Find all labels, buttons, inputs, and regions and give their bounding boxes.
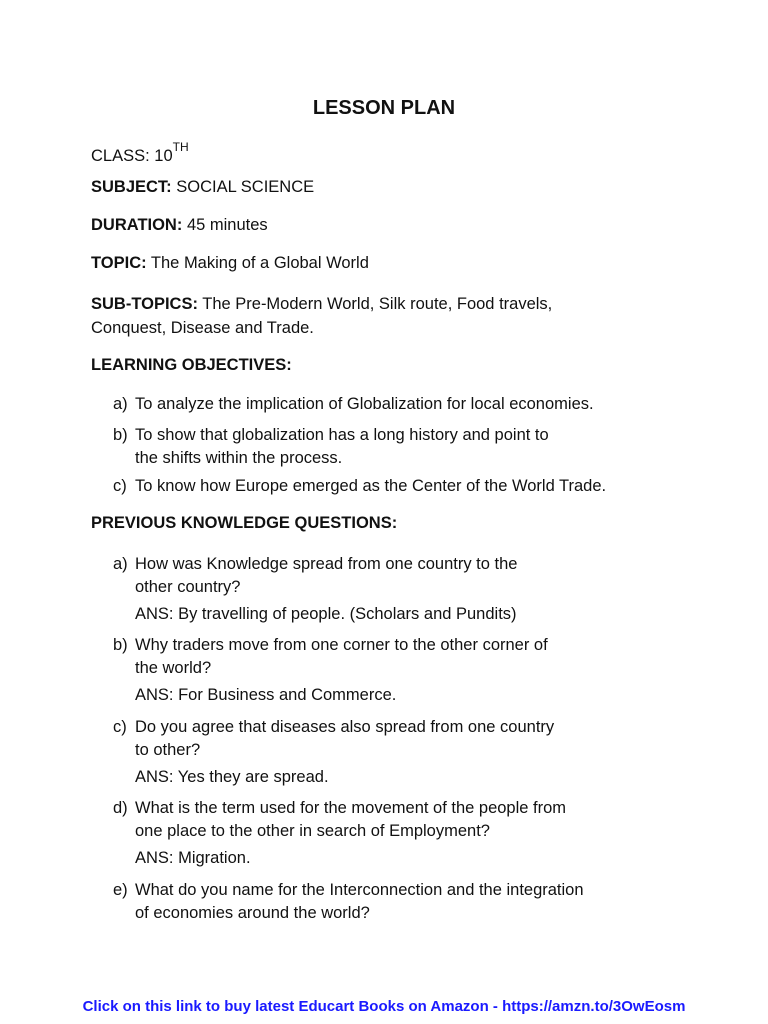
page-title: LESSON PLAN — [312, 97, 456, 119]
objectives-heading: LEARNING OBJECTIVES: — [91, 356, 292, 374]
questions-heading: PREVIOUS KNOWLEDGE QUESTIONS: — [91, 514, 398, 532]
question-text: What do you name for the Interconnection and the integration — [135, 881, 584, 899]
answer-text: ANS: For Business and Commerce. — [135, 686, 397, 704]
list-marker: a) — [113, 555, 128, 573]
question-text: Why traders move from one corner to the other corner of — [135, 636, 548, 654]
subtopics-text-1: The Pre-Modern World, Silk route, Food travels, — [202, 295, 553, 313]
list-marker: b) — [113, 636, 128, 654]
topic-value: The Making of a Global World — [150, 254, 369, 272]
list-marker: c) — [113, 477, 127, 495]
subject-value: SOCIAL SCIENCE — [176, 178, 315, 196]
subject-label: SUBJECT: — [91, 178, 172, 196]
subtopics-label: SUB-TOPICS: — [91, 295, 198, 313]
topic-label: TOPIC: — [91, 254, 147, 272]
question-text: Do you agree that diseases also spread from one country — [135, 718, 555, 736]
list-marker: c) — [113, 718, 127, 736]
list-marker: b) — [113, 426, 128, 444]
answer-text: ANS: Migration. — [135, 849, 251, 867]
duration-line — [91, 214, 268, 237]
subtopics-line — [91, 293, 552, 316]
answer-text: ANS: Yes they are spread. — [135, 768, 329, 786]
objective-text: To analyze the implication of Globalization for local economies. — [135, 395, 594, 413]
objective-text: the shifts within the process. — [135, 449, 343, 467]
objective-text: To know how Europe emerged as the Center of the World Trade. — [135, 477, 607, 495]
list-marker: a) — [113, 395, 128, 413]
subtopics-line-2: Conquest, Disease and Trade. — [91, 319, 314, 337]
objective-text: To show that globalization has a long history and point to — [135, 426, 549, 444]
question-text: other country? — [135, 578, 241, 596]
question-text: of economies around the world? — [135, 904, 370, 922]
duration-label: DURATION: — [91, 216, 183, 234]
amazon-promo-link[interactable]: Click on this link to buy latest Educart Books on Amazon - https://amzn.to/3OwEosm — [82, 998, 686, 1015]
answer-text: ANS: By travelling of people. (Scholars and Pundits) — [135, 605, 517, 623]
duration-value: 45 minutes — [186, 216, 268, 234]
question-text: one place to the other in search of Employment? — [135, 822, 490, 840]
question-text: What is the term used for the movement of the people from — [135, 799, 567, 817]
question-text: How was Knowledge spread from one country to the — [135, 555, 518, 573]
topic-line — [91, 252, 369, 275]
question-text: to other? — [135, 741, 201, 759]
question-text: the world? — [135, 659, 212, 677]
class-superscript: TH — [172, 140, 189, 154]
class-line — [91, 140, 189, 169]
list-marker: d) — [113, 799, 128, 817]
class-label: CLASS: — [91, 147, 150, 165]
list-marker: e) — [113, 881, 128, 899]
subject-line — [91, 176, 314, 199]
class-value: 10 — [154, 147, 173, 165]
